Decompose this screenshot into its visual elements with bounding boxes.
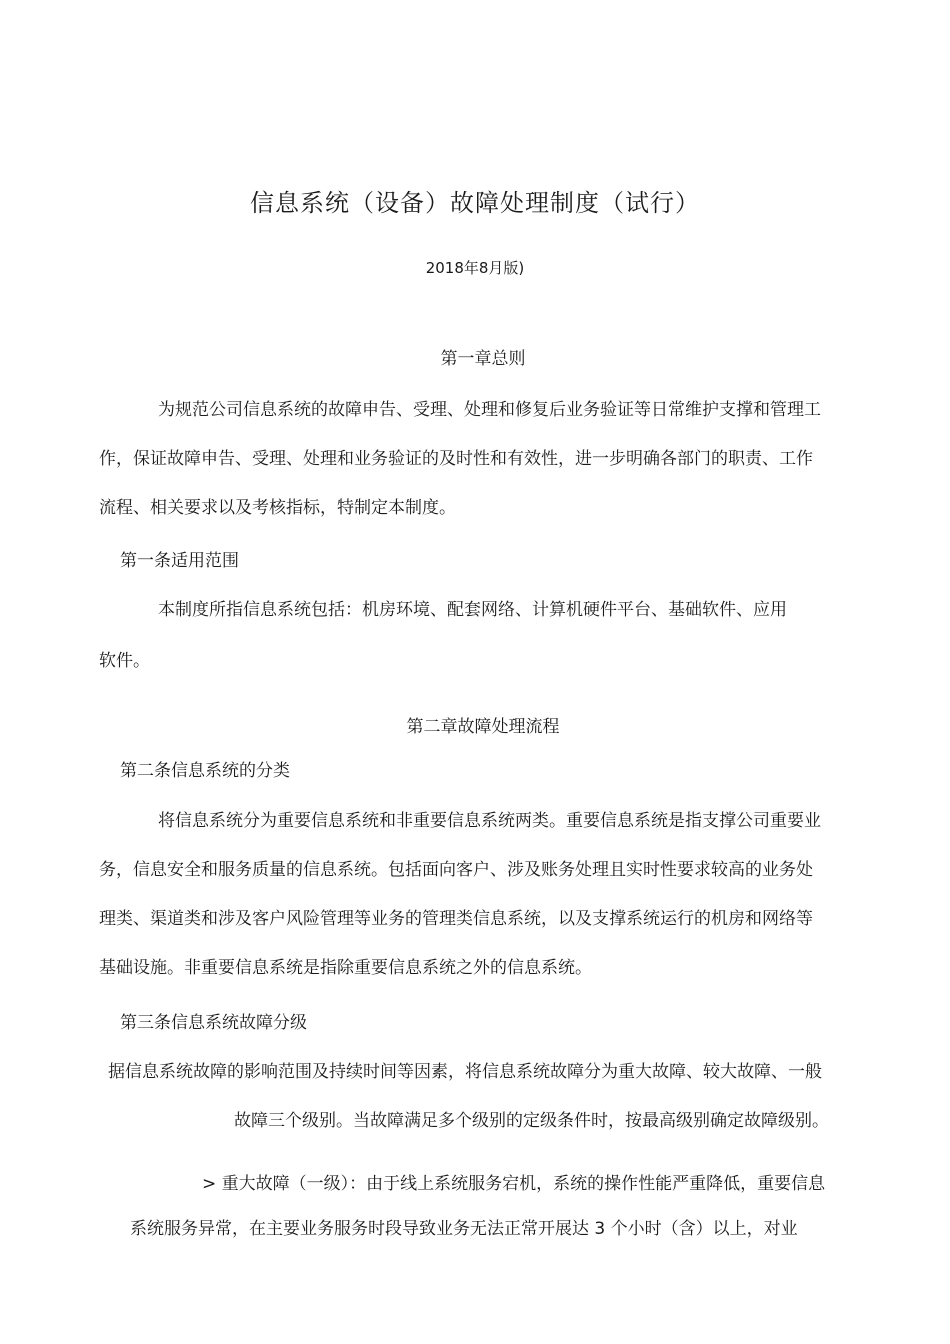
chapter1-intro-line-2: 作，保证故障申告、受理、处理和业务验证的及时性和有效性，进一步明确各部门的职责、工作 bbox=[99, 449, 813, 469]
article2-line-4: 基础设施。非重要信息系统是指除重要信息系统之外的信息系统。 bbox=[99, 958, 592, 978]
article2-line-3: 理类、渠道类和涉及客户风险管理等业务的管理类信息系统，以及支撑系统运行的机房和网络等 bbox=[99, 909, 813, 929]
article3-heading: 第三条信息系统故障分级 bbox=[120, 1013, 307, 1033]
article2-heading: 第二条信息系统的分类 bbox=[120, 761, 290, 781]
article2-line-2: 务，信息安全和服务质量的信息系统。包括面向客户、涉及账务处理且实时性要求较高的业务处 bbox=[99, 860, 813, 880]
document-edition: 2018年8月版) bbox=[425, 259, 525, 277]
article3-line-2: 故障三个级别。当故障满足多个级别的定级条件时，按最高级别确定故障级别。 bbox=[234, 1111, 829, 1131]
chapter1-intro-line-1: 为规范公司信息系统的故障申告、受理、处理和修复后业务验证等日常维护支撑和管理工 bbox=[158, 400, 821, 420]
article1-heading: 第一条适用范围 bbox=[120, 551, 239, 571]
chapter1-intro-line-3: 流程、相关要求以及考核指标，特制定本制度。 bbox=[99, 498, 456, 518]
document-title: 信息系统（设备）故障处理制度（试行） bbox=[250, 189, 700, 217]
chapter1-heading: 第一章总则 bbox=[440, 349, 526, 369]
article1-line-2: 软件。 bbox=[99, 651, 150, 671]
article2-line-1: 将信息系统分为重要信息系统和非重要信息系统两类。重要信息系统是指支撑公司重要业 bbox=[158, 811, 821, 831]
level1-line-1: > 重大故障（一级）：由于线上系统服务宕机，系统的操作性能严重降低，重要信息 bbox=[202, 1174, 826, 1194]
article3-line-1: 据信息系统故障的影响范围及持续时间等因素，将信息系统故障分为重大故障、较大故障、一般 bbox=[108, 1062, 822, 1082]
level1-line-2: 系统服务异常，在主要业务服务时段导致业务无法正常开展达 3 个小时（含）以上，对业 bbox=[130, 1219, 798, 1239]
article1-line-1: 本制度所指信息系统包括：机房环境、配套网络、计算机硬件平台、基础软件、应用 bbox=[158, 600, 787, 620]
chapter2-heading: 第二章故障处理流程 bbox=[406, 717, 560, 737]
